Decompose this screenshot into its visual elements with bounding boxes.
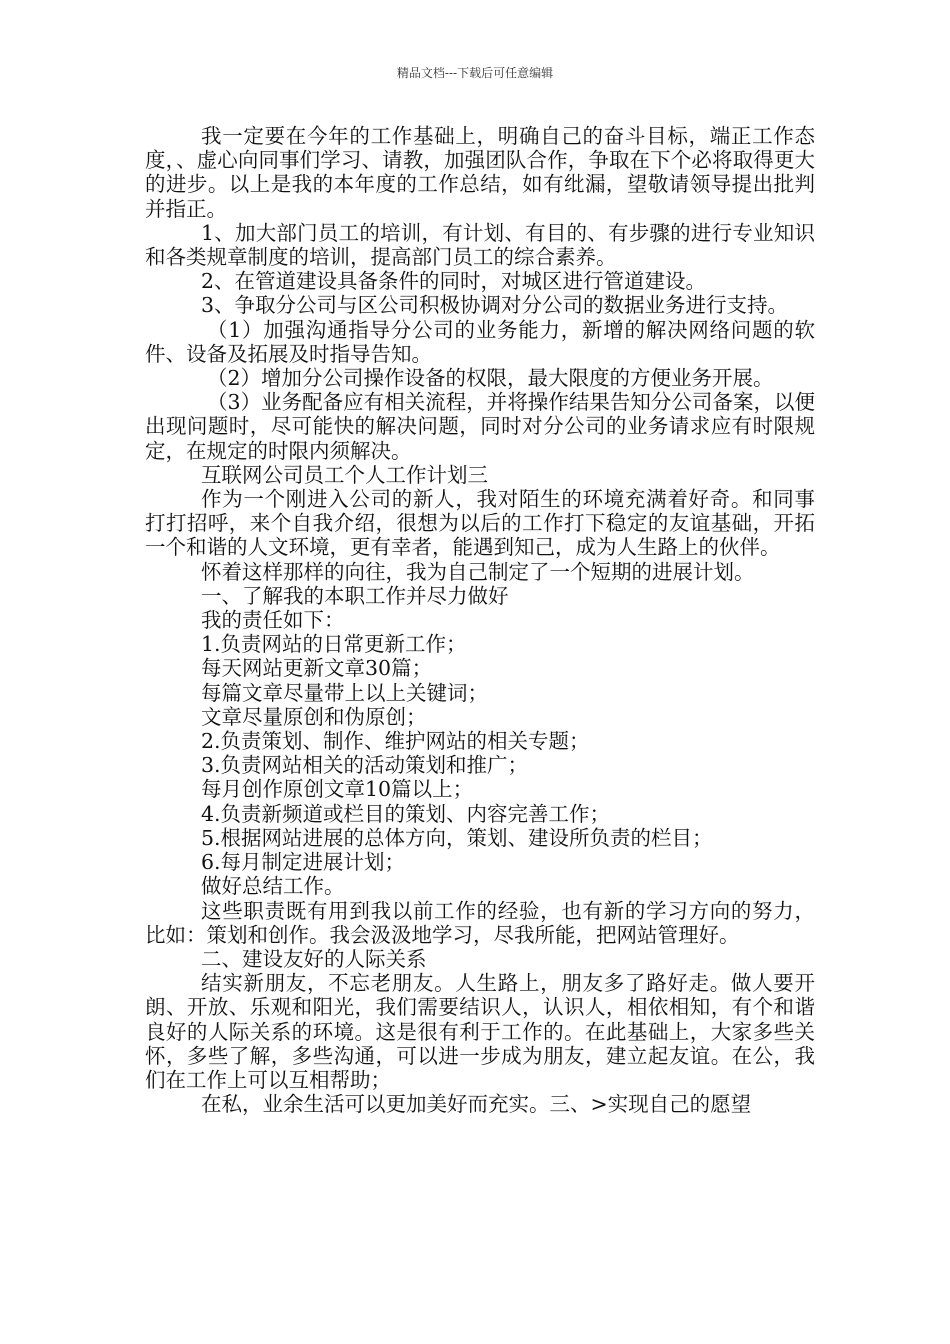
list-item-duty-4: 4.负责新频道或栏目的策划、内容完善工作； (201, 801, 611, 826)
list-item-original: 文章尽量原创和伪原创； (201, 704, 427, 729)
heading-section-one: 一、了解我的本职工作并尽力做好 (201, 583, 509, 608)
list-item-duty-3: 3.负责网站相关的活动策划和推广； (201, 753, 529, 778)
list-item-summary-work: 做好总结工作。 (201, 874, 345, 899)
paragraph-intro: 作为一个刚进入公司的新人，我对陌生的环境充满着好奇。和同事打打招呼，来个自我介绍，很想为以后的工作打下稳定的友谊基础，开拓一个和谐的人文环境，更有幸者，能遇到知己，成为人生路上的伙伴。 (145, 487, 815, 560)
paragraph-plan: 怀着这样那样的向往，我为自己制定了一个短期的进展计划。 (201, 559, 755, 584)
document-body (145, 124, 815, 1116)
paragraph-duties-intro: 我的责任如下： (201, 608, 345, 633)
paragraph-subitem-3: （3）业务配备应有相关流程，并将操作结果告知分公司备案，以便出现问题时，尽可能快的解决问题，同时对分公司的业务请求应有时限规定，在规定的时限内须解决。 (145, 390, 815, 463)
list-item-duty-2: 2.负责策划、制作、维护网站的相关专题； (201, 729, 590, 754)
paragraph-private-life: 在私，业余生活可以更加美好而充实。三、>实现自己的愿望 (201, 1092, 752, 1117)
paragraph-summary-closing: 我一定要在今年的工作基础上，明确自己的奋斗目标，端正工作态度，、虚心向同事们学习、请教，加强团队合作，争取在下个必将取得更大的进步。以上是我的本年度的工作总结，如有纰漏，望敬请领导提出批判并指正。 (145, 124, 815, 221)
paragraph-subitem-1: （1）加强沟通指导分公司的业务能力，新增的解决网络问题的软件、设备及拓展及时指导告知。 (145, 317, 815, 366)
page-header: 精品文档---下载后可任意编辑 (396, 66, 554, 80)
list-item-duty-1: 1.负责网站的日常更新工作； (201, 632, 467, 657)
heading-section-two: 二、建设友好的人际关系 (201, 946, 427, 971)
paragraph-subitem-2: （2）增加分公司操作设备的权限，最大限度的方便业务开展。 (207, 366, 774, 391)
paragraph-item-3: 3、争取分公司与区公司积极协调对分公司的数据业务进行支持。 (201, 293, 789, 318)
paragraph-item-1: 1、加大部门员工的培训，有计划、有目的、有步骤的进行专业知识和各类规章制度的培训，提高部门员工的综合素养。 (145, 220, 815, 270)
paragraph-duties-reflection: 这些职责既有用到我以前工作的经验，也有新的学习方向的努力，比如：策划和创作。我会汲汲地学习，尽我所能，把网站管理好。 (145, 898, 815, 947)
list-item-monthly-articles: 每月创作原创文章10篇以上； (201, 777, 474, 802)
section-title-plan-three: 互联网公司员工个人工作计划三 (201, 462, 488, 487)
paragraph-item-2: 2、在管道建设具备条件的同时，对城区进行管道建设。 (201, 269, 707, 294)
list-item-duty-6: 6.每月制定进展计划； (201, 850, 406, 875)
list-item-daily-articles: 每天网站更新文章30篇； (201, 656, 433, 681)
list-item-duty-5: 5.根据网站进展的总体方向，策划、建设所负责的栏目； (201, 825, 713, 850)
paragraph-friends: 结实新朋友，不忘老朋友。人生路上，朋友多了路好走。做人要开朗、开放、乐观和阳光，我们需要结识人，认识人，相依相知，有个和谐良好的人际关系的环境。这是很有利于工作的。在此基础上，大家多些关怀，多些了解，多些沟通，可以进一步成为朋友，建立起友谊。在公，我们在工作上可以互相帮助； (145, 971, 815, 1092)
list-item-keywords: 每篇文章尽量带上以上关键词； (201, 680, 488, 705)
